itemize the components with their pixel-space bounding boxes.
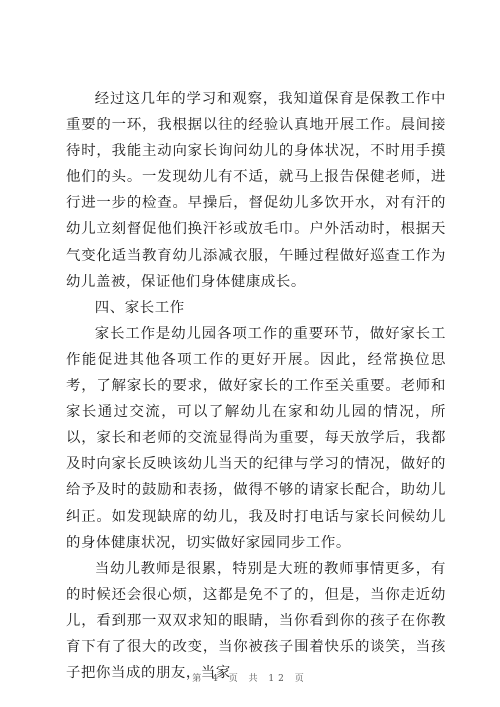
paragraph-childcare-work: 经过这几年的学习和观察，我知道保育是保教工作中重要的一环，我根据以往的经验认真地开展工作。晨间接待时，我能主动向家长询问幼儿的身体状况，不时用手摸他们的头。一发现幼儿有不适，就马上报告保健老师，进行进一步的检查。早操后，督促幼儿多饮开水，对有汗的幼儿立刻督促他们换汗衫或放毛巾。户外活动时，根据天气变化适当教育幼儿添减衣服，午睡过程做好巡查工作为幼儿盖被，保证他们身体健康成长。 xyxy=(66,91,446,290)
paragraph-parent-work: 家长工作是幼儿园各项工作的重要环节，做好家长工作能促进其他各项工作的更好开展。因此，经常换位思考，了解家长的要求，做好家长的工作至关重要。老师和家长通过交流，可以了解幼儿在家和幼儿园的情况，所以，家长和老师的交流显得尚为重要，每天放学后，我都及时向家长反映该幼儿当天的纪律与学习的情况，做好的给予及时的鼓励和表扬，做得不够的请家长配合，助幼儿纠正。如发现缺席的幼儿，我及时打电话与家长问候幼儿的身体健康状况，切实做好家园同步工作。 xyxy=(66,325,446,551)
page-number-footer: 第 4 页 共 12 页 xyxy=(192,674,308,684)
section-heading-parent-work: 四、家长工作 xyxy=(94,299,185,316)
paragraph-teacher-reflection: 当幼儿教师是很累，特别是大班的教师事情更多，有的时候还会很心烦，这都是免不了的，但是，当你走近幼儿，看到那一双双求知的眼睛，当你看到你的孩子在你教育下有了很大的改变，当你被孩子围着快乐的谈笑，当孩子把你当成的朋友，当家 xyxy=(66,560,446,682)
document-body xyxy=(66,86,446,686)
